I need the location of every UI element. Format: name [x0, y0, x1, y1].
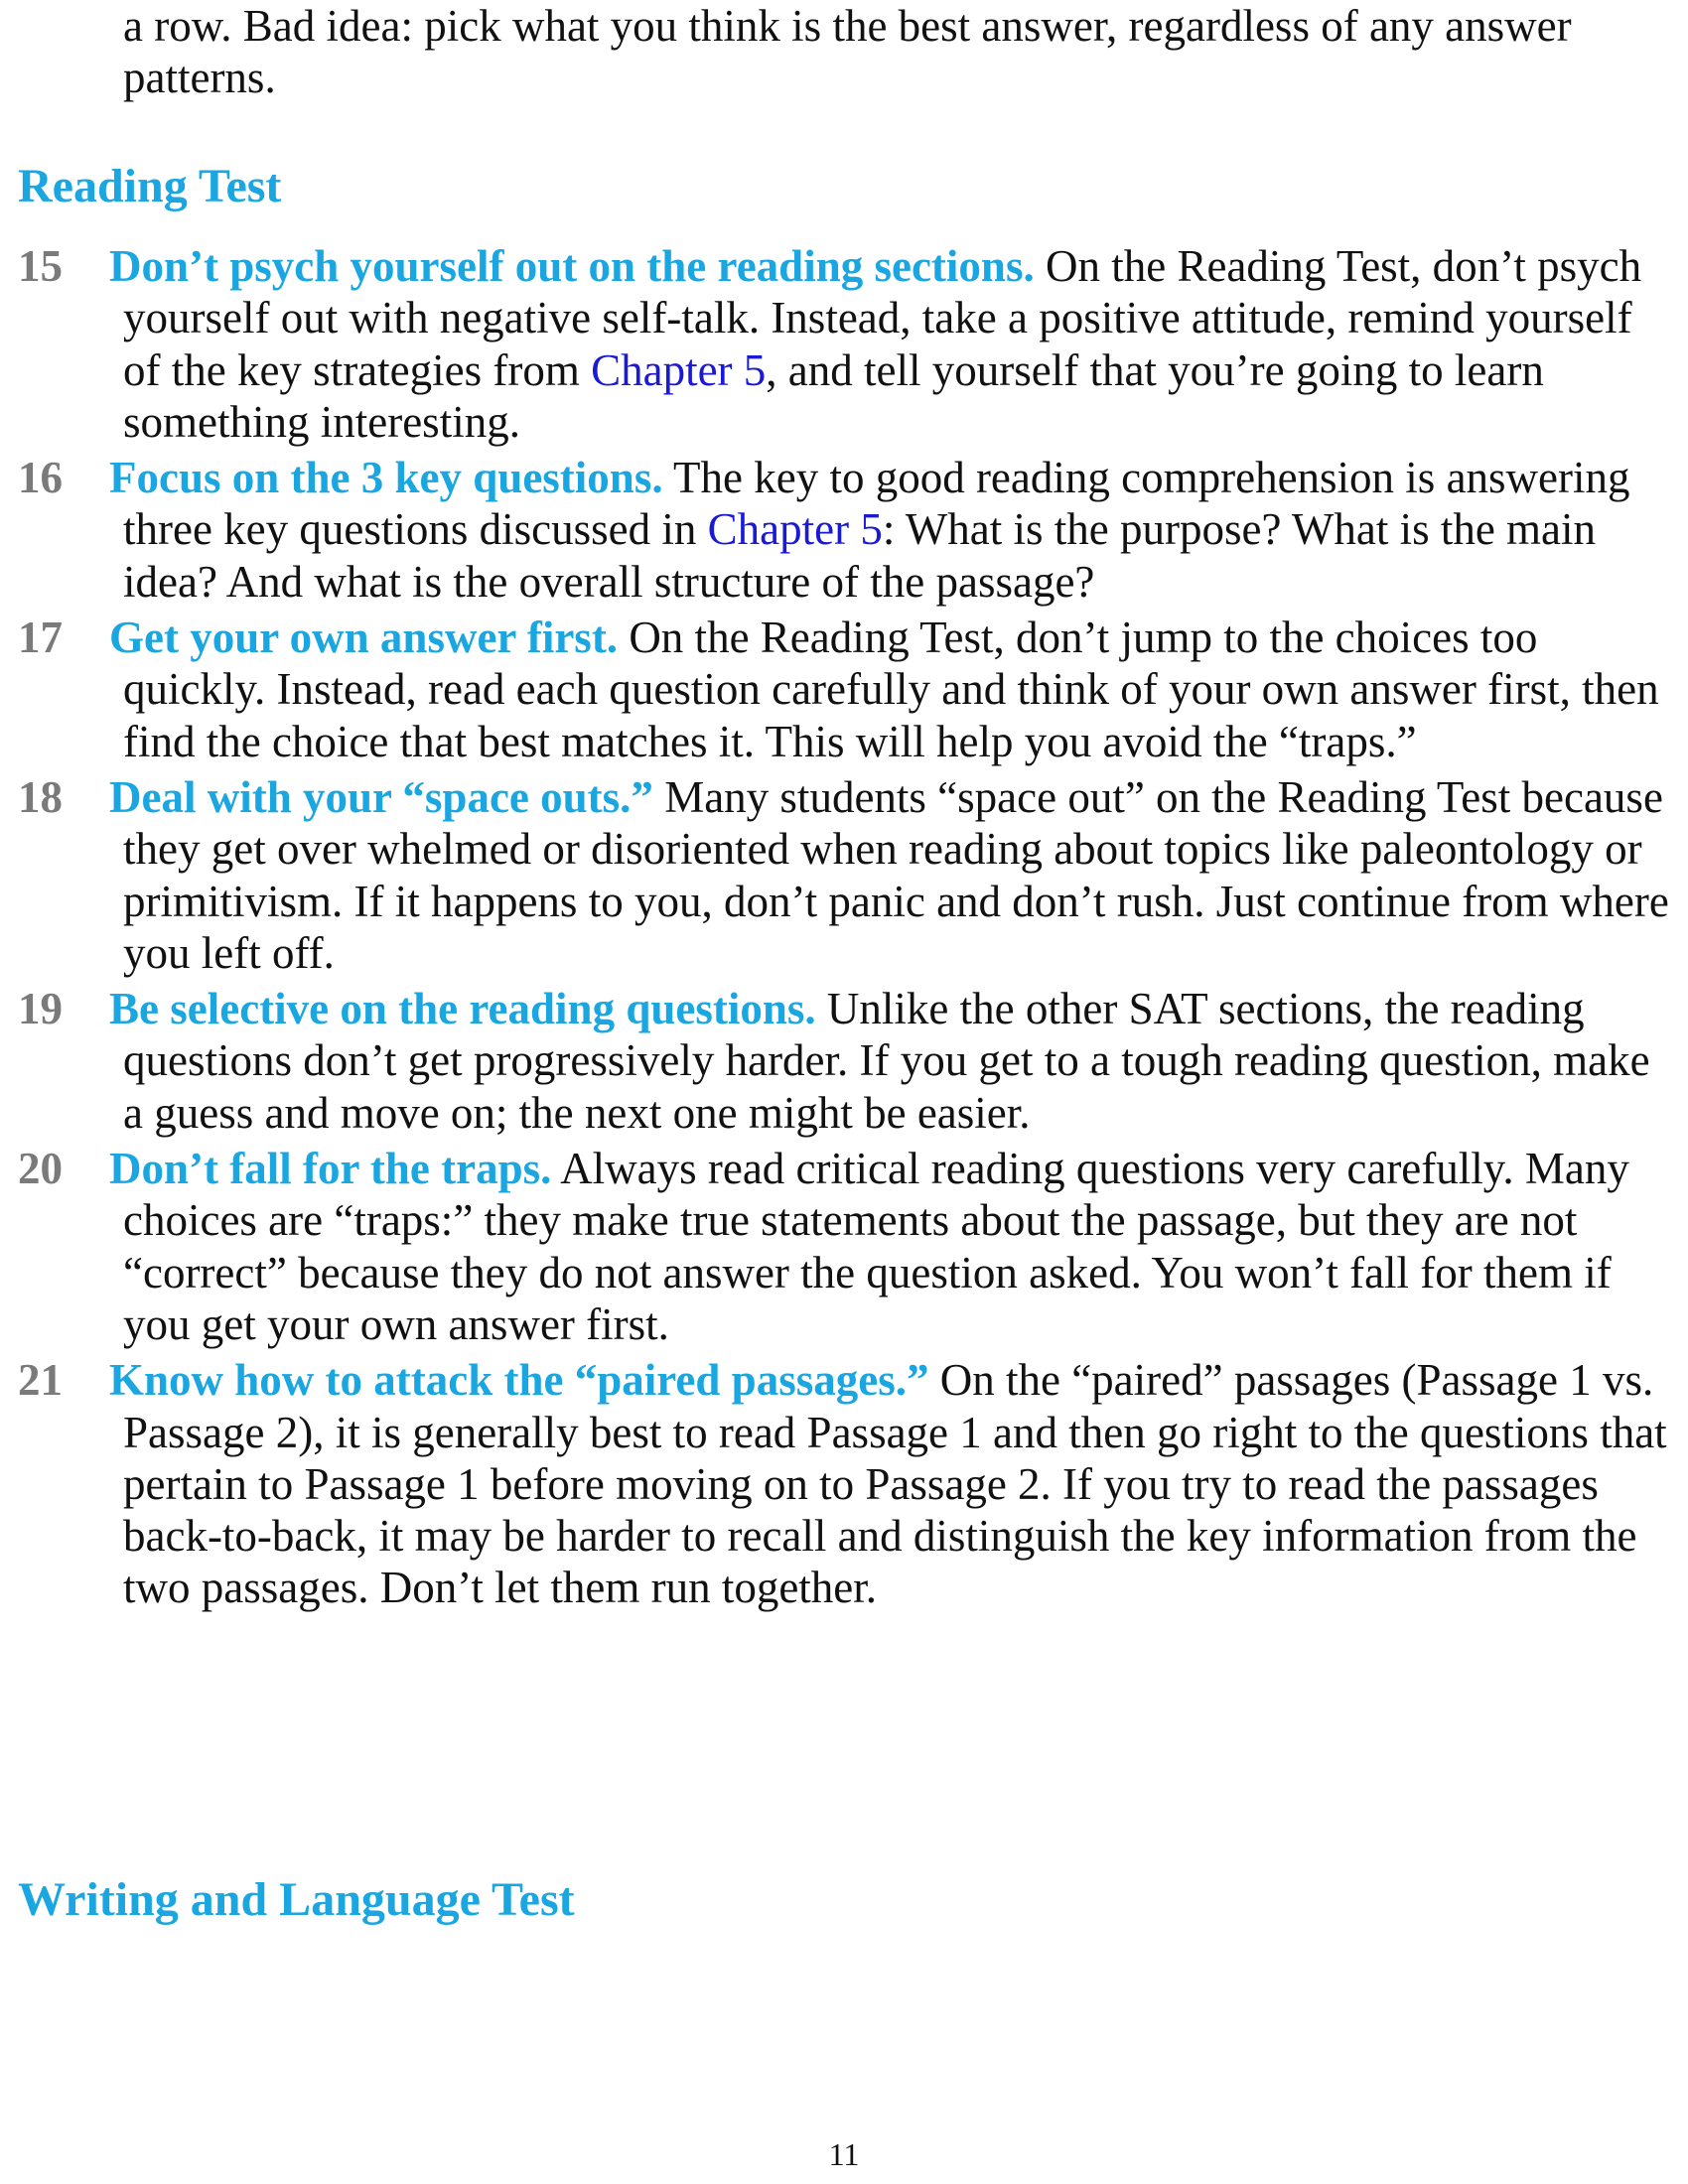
tip-body: Unlike the other SAT sections, the reading questions don’t get progressively harder. If you get to a tough reading question, make a guess and move on; the next one might be easier.: [123, 984, 1650, 1138]
tip-number: 20: [18, 1144, 63, 1194]
tip-title: Be selective on the reading questions.: [109, 984, 816, 1034]
tip-title: Don’t fall for the traps.: [109, 1144, 552, 1194]
tip-title: Get your own answer first.: [109, 613, 619, 663]
page-number: 11: [828, 2136, 860, 2172]
tip-number: 18: [18, 771, 63, 822]
tips-list: [0, 240, 1678, 1618]
tip-number: 19: [18, 984, 63, 1034]
tip-item: [0, 452, 1678, 608]
tip-title: Focus on the 3 key questions.: [109, 453, 663, 503]
tip-number: 21: [18, 1355, 63, 1406]
tip-item: [0, 1354, 1678, 1613]
tip-body: On the Reading Test, don’t psych yourself out with negative self-talk. Instead, take a positive attitude, remind yourself of the key strategies from: [123, 241, 1642, 395]
tip-body-continued: : What is the purpose? What is the main idea? And what is the overall structure of the passage?: [123, 504, 1597, 607]
tip-item: [0, 612, 1678, 767]
tip-body: On the “paired” passages (Passage 1 vs. Passage 2), it is generally best to read Passage 1 and then go right to the questions that pertain to Passage 1 before moving on to Passage 2. If you try to read the passages back-to-back, it may be harder to recall and distinguish the key information from the two passages. Don’t let them run together.: [123, 1355, 1667, 1613]
section-heading-reading: Reading Test: [18, 160, 282, 212]
tip-number: 15: [18, 241, 63, 291]
chapter-link[interactable]: Chapter 5: [591, 344, 767, 395]
tip-number: 16: [18, 453, 63, 503]
tip-body: Many students “space out” on the Reading Test because they get over whelmed or disoriented when reading about topics like paleontology or primitivism. If it happens to you, don’t panic and don’t rush. Just continue from where you left off.: [123, 771, 1669, 978]
tip-item: [0, 240, 1678, 448]
section-heading-writing: Writing and Language Test: [18, 1873, 575, 1926]
chapter-link[interactable]: Chapter 5: [707, 504, 883, 555]
tip-number: 17: [18, 613, 63, 663]
tip-title: Know how to attack the “paired passages.”: [109, 1355, 929, 1406]
tip-body: On the Reading Test, don’t jump to the choices too quickly. Instead, read each question carefully and think of your own answer first, then find the choice that best matches it. This will help you avoid the “traps.”: [123, 613, 1659, 766]
tip-body: The key to good reading comprehension is answering three key questions discussed in: [123, 453, 1630, 555]
tip-title: Don’t psych yourself out on the reading sections.: [109, 241, 1035, 291]
tip-item: [0, 771, 1678, 979]
tip-title: Deal with your “space outs.”: [109, 771, 653, 822]
tip-item: [0, 1143, 1678, 1350]
tip-body: Always read critical reading questions very carefully. Many choices are “traps:” they make true statements about the passage, but they are not “correct” because they do not answer the question asked. You won’t fall for them if you get your own answer first.: [123, 1144, 1629, 1349]
tip-body-continued: , and tell yourself that you’re going to learn something interesting.: [123, 344, 1544, 447]
intro-paragraph: a row. Bad idea: pick what you think is the best answer, regardless of any answer patterns.: [123, 1, 1572, 102]
tip-item: [0, 983, 1678, 1139]
